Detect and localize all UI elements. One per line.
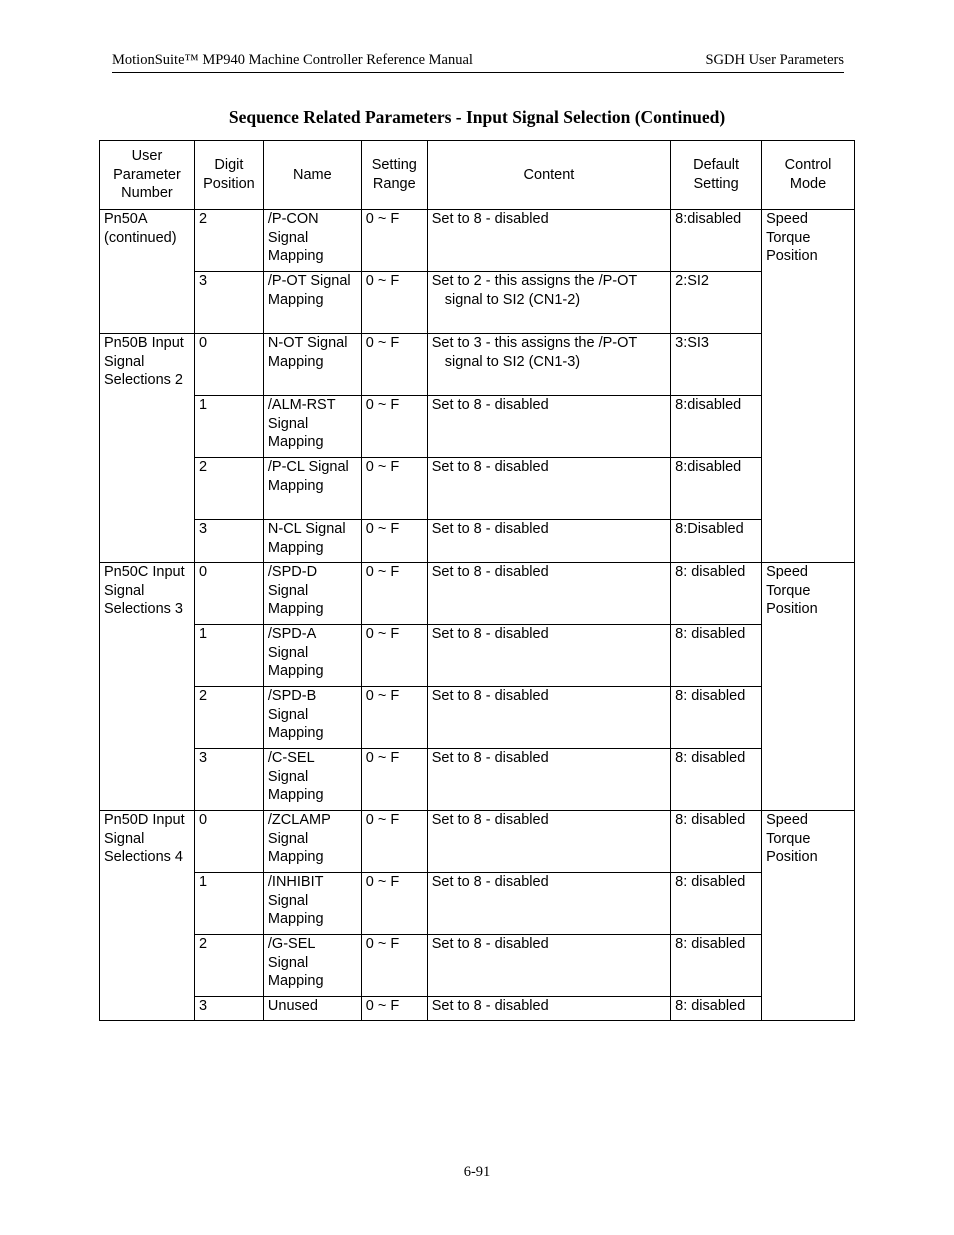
content-cell: Set to 8 - disabled xyxy=(427,396,670,458)
table-row xyxy=(100,935,855,997)
name-cell: /C-SEL Signal Mapping xyxy=(263,749,361,811)
default-cell: 2:SI2 xyxy=(671,272,762,334)
table-row xyxy=(100,997,855,1021)
param-number-cell: Pn50C Input Signal Selections 3 xyxy=(100,563,195,811)
digit-cell: 1 xyxy=(194,873,263,935)
range-cell: 0 ~ F xyxy=(361,873,427,935)
content-cell: Set to 8 - disabled xyxy=(427,873,670,935)
table-row xyxy=(100,396,855,458)
content-cell: Set to 8 - disabled xyxy=(427,458,670,520)
page-header xyxy=(112,52,844,73)
table-row xyxy=(100,563,855,625)
table-row xyxy=(100,873,855,935)
name-cell: /SPD-A Signal Mapping xyxy=(263,625,361,687)
range-cell: 0 ~ F xyxy=(361,625,427,687)
digit-cell: 3 xyxy=(194,749,263,811)
name-cell: N-CL Signal Mapping xyxy=(263,520,361,563)
digit-cell: 3 xyxy=(194,272,263,334)
table-row xyxy=(100,749,855,811)
parameters-table xyxy=(99,140,855,1021)
table-row xyxy=(100,272,855,334)
content-cell: Set to 2 - this assigns the /P-OT signal to SI2 (CN1-2) xyxy=(427,272,670,334)
digit-cell: 3 xyxy=(194,997,263,1021)
default-cell: 8: disabled xyxy=(671,811,762,873)
control-mode-cell: Speed Torque Position xyxy=(762,563,855,811)
range-cell: 0 ~ F xyxy=(361,396,427,458)
range-cell: 0 ~ F xyxy=(361,272,427,334)
content-cell: Set to 3 - this assigns the /P-OT signal to SI2 (CN1-3) xyxy=(427,334,670,396)
name-cell: N-OT Signal Mapping xyxy=(263,334,361,396)
name-cell: /ALM-RST Signal Mapping xyxy=(263,396,361,458)
range-cell: 0 ~ F xyxy=(361,687,427,749)
control-mode-cell: Speed Torque Position xyxy=(762,210,855,563)
table-header-row xyxy=(100,141,855,210)
column-header: Name xyxy=(263,141,361,210)
table-row xyxy=(100,811,855,873)
digit-cell: 0 xyxy=(194,811,263,873)
column-header: User Parameter Number xyxy=(100,141,195,210)
content-cell: Set to 8 - disabled xyxy=(427,749,670,811)
content-cell: Set to 8 - disabled xyxy=(427,997,670,1021)
default-cell: 8: disabled xyxy=(671,563,762,625)
range-cell: 0 ~ F xyxy=(361,749,427,811)
range-cell: 0 ~ F xyxy=(361,997,427,1021)
param-number-cell: Pn50A (continued) xyxy=(100,210,195,334)
content-cell: Set to 8 - disabled xyxy=(427,625,670,687)
default-cell: 8: disabled xyxy=(671,997,762,1021)
content-cell: Set to 8 - disabled xyxy=(427,563,670,625)
param-number-cell: Pn50D Input Signal Selections 4 xyxy=(100,811,195,1021)
column-header: Setting Range xyxy=(361,141,427,210)
default-cell: 8: disabled xyxy=(671,935,762,997)
default-cell: 8:disabled xyxy=(671,396,762,458)
table-row xyxy=(100,625,855,687)
column-header: Control Mode xyxy=(762,141,855,210)
name-cell: /G-SEL Signal Mapping xyxy=(263,935,361,997)
name-cell: /SPD-B Signal Mapping xyxy=(263,687,361,749)
name-cell: /SPD-D Signal Mapping xyxy=(263,563,361,625)
table-row xyxy=(100,520,855,563)
content-cell: Set to 8 - disabled xyxy=(427,811,670,873)
table-row xyxy=(100,210,855,272)
digit-cell: 1 xyxy=(194,396,263,458)
default-cell: 8:disabled xyxy=(671,210,762,272)
column-header: Content xyxy=(427,141,670,210)
name-cell: /P-OT Signal Mapping xyxy=(263,272,361,334)
digit-cell: 0 xyxy=(194,334,263,396)
range-cell: 0 ~ F xyxy=(361,811,427,873)
default-cell: 8:disabled xyxy=(671,458,762,520)
content-cell: Set to 8 - disabled xyxy=(427,210,670,272)
default-cell: 8: disabled xyxy=(671,749,762,811)
digit-cell: 0 xyxy=(194,563,263,625)
manual-title: MotionSuite™ MP940 Machine Controller Reference Manual xyxy=(112,52,473,68)
digit-cell: 1 xyxy=(194,625,263,687)
param-number-cell: Pn50B Input Signal Selections 2 xyxy=(100,334,195,563)
digit-cell: 3 xyxy=(194,520,263,563)
range-cell: 0 ~ F xyxy=(361,520,427,563)
digit-cell: 2 xyxy=(194,687,263,749)
default-cell: 3:SI3 xyxy=(671,334,762,396)
name-cell: /INHIBIT Signal Mapping xyxy=(263,873,361,935)
digit-cell: 2 xyxy=(194,210,263,272)
page-number: 6-91 xyxy=(463,1164,491,1180)
range-cell: 0 ~ F xyxy=(361,563,427,625)
table-row xyxy=(100,334,855,396)
control-mode-cell: Speed Torque Position xyxy=(762,811,855,1021)
column-header: Default Setting xyxy=(671,141,762,210)
table-row xyxy=(100,458,855,520)
content-cell: Set to 8 - disabled xyxy=(427,935,670,997)
range-cell: 0 ~ F xyxy=(361,334,427,396)
section-title: SGDH User Parameters xyxy=(705,52,844,68)
default-cell: 8: disabled xyxy=(671,625,762,687)
table-title: Sequence Related Parameters - Input Signal Selection (Continued) xyxy=(228,107,726,127)
content-cell: Set to 8 - disabled xyxy=(427,687,670,749)
default-cell: 8: disabled xyxy=(671,687,762,749)
range-cell: 0 ~ F xyxy=(361,210,427,272)
table-row xyxy=(100,687,855,749)
range-cell: 0 ~ F xyxy=(361,458,427,520)
digit-cell: 2 xyxy=(194,458,263,520)
content-cell: Set to 8 - disabled xyxy=(427,520,670,563)
range-cell: 0 ~ F xyxy=(361,935,427,997)
digit-cell: 2 xyxy=(194,935,263,997)
name-cell: /P-CON Signal Mapping xyxy=(263,210,361,272)
name-cell: Unused xyxy=(263,997,361,1021)
name-cell: /ZCLAMP Signal Mapping xyxy=(263,811,361,873)
default-cell: 8: disabled xyxy=(671,873,762,935)
default-cell: 8:Disabled xyxy=(671,520,762,563)
name-cell: /P-CL Signal Mapping xyxy=(263,458,361,520)
column-header: Digit Position xyxy=(194,141,263,210)
